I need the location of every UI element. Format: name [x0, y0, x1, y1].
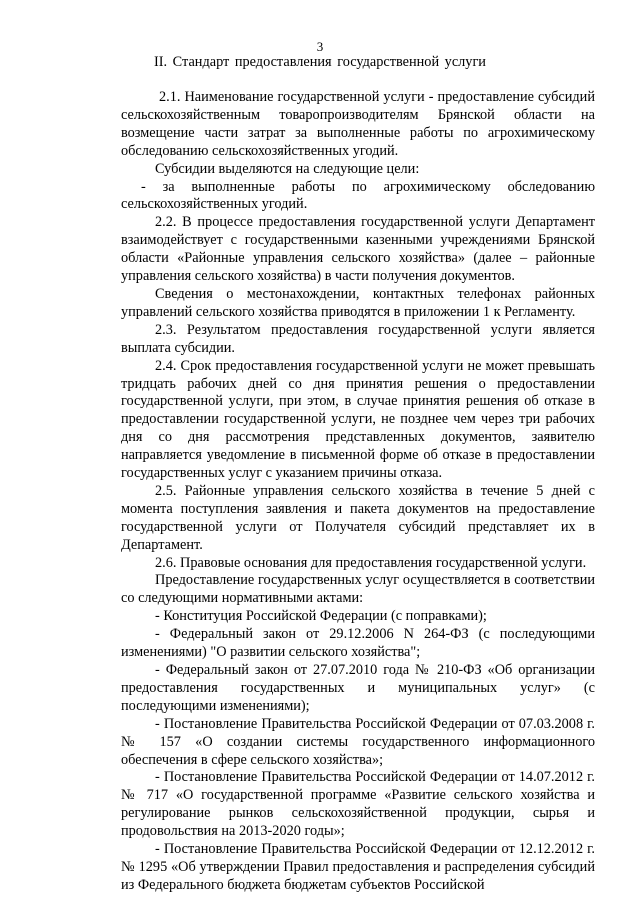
list-item-resolution-1295: - Постановление Правительства Российской Федерации от 12.12.2012 г. № 1295 «Об утверждении Правил предоставления и распределения субсидий из Федерального бюджета бюджетам субъектов Российской	[121, 841, 595, 893]
paragraph-2-3: 2.3. Результатом предоставления государственной услуги является выплата субсидии.	[121, 321, 595, 356]
paragraph-legal-intro: Предоставление государственных услуг осуществляется в соответствии со следующими нормативными актами:	[121, 572, 595, 607]
list-item-law-264: - Федеральный закон от 29.12.2006 N 264-ФЗ (с последующими изменениями) "О развитии сельского хозяйства";	[121, 626, 595, 661]
paragraph-2-6: 2.6. Правовые основания для предоставления государственной услуги.	[155, 554, 587, 571]
paragraph-subsidy-goals: Субсидии выделяются на следующие цели:	[155, 160, 420, 177]
paragraph-2-4: 2.4. Срок предоставления государственной услуги не может превышать тридцать рабочих дней со дня принятия решения о предоставлении государственной услуги, при этом, в случае принятия решения об отказе в предоставлении государственной услуги, не позднее чем через три рабочих дня со дня рассмотрения представленных документов, заявителю направляется уведомление в письменной форме об отказе в предоставлении государственных услуг с указанием причины отказа.	[121, 357, 595, 482]
paragraph-2-5: 2.5. Районные управления сельского хозяйства в течение 5 дней с момента поступления заявления и пакета документов на предоставление государственной услуги от Получателя субсидий представляет их в Департамент.	[121, 482, 595, 553]
list-item-law-210: - Федеральный закон от 27.07.2010 года № 210-ФЗ «Об организации предоставления государственных и муниципальных услуг» (с последующими изменениями);	[121, 662, 595, 714]
section-heading: II. Стандарт предоставления государственной услуги	[154, 54, 486, 70]
document-body	[121, 89, 595, 895]
paragraph-location-info: Сведения о местонахождении, контактных телефонах районных управлений сельского хозяйства приводятся в приложении 1 к Регламенту.	[121, 285, 595, 320]
list-item-resolution-717: - Постановление Правительства Российской Федерации от 14.07.2012 г. № 717 «О государственной программе «Развитие сельского хозяйства и регулирование рынков сельскохозяйственной продукции, сырья и продовольствия на 2013-2020 годы»;	[121, 769, 595, 840]
list-item-constitution: - Конституция Российской Федерации (с поправками);	[155, 608, 487, 625]
paragraph-goal-item: - за выполненные работы по агрохимическому обследованию сельскохозяйственных угодий.	[121, 178, 595, 213]
page-number: 3	[316, 39, 324, 54]
list-item-resolution-157: - Постановление Правительства Российской Федерации от 07.03.2008 г. № 157 «О создании системы государственного информационного обеспечения в сфере сельского хозяйства»;	[121, 715, 595, 768]
paragraph-2-2: 2.2. В процессе предоставления государственной услуги Департамент взаимодействует с государственными казенными учреждениями Брянской области «Районные управления сельского хозяйства» (далее – районные управления сельского хозяйства) в части получения документов.	[121, 214, 595, 285]
paragraph-2-1: 2.1. Наименование государственной услуги - предоставление субсидий сельскохозяйственным товаропроизводителям Брянской области на возмещение части затрат за выполненные работы по агрохимическому обследованию сельскохозяйственных угодий.	[121, 89, 595, 159]
